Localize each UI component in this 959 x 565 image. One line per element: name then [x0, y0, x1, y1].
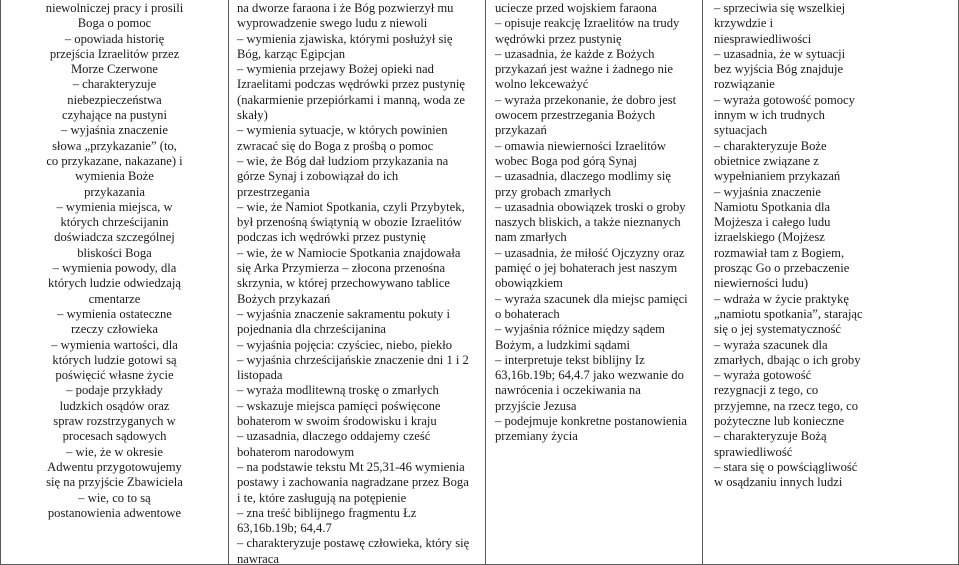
- text-line: był przenośną świątynią w obozie Izraelitów: [237, 215, 462, 230]
- text-line: – wie, że w Namiocie Spotkania znajdowała: [237, 245, 461, 260]
- text-line: wobec Boga pod górą Synaj: [495, 153, 637, 168]
- text-line: przy grobach zmarłych: [495, 184, 612, 199]
- text-line: – wie, że Namiot Spotkania, czyli Przybytek,: [237, 199, 465, 214]
- text-line: – stara się o powściągliwość: [714, 459, 858, 474]
- text-line: cmentarze: [88, 291, 141, 306]
- text-line: wypełnianiem przykazań: [714, 169, 841, 184]
- text-line: innym w ich trudnych: [714, 108, 825, 123]
- text-line: przejścia Izraelitów przez: [49, 46, 180, 61]
- text-line: – sprzeciwia się wszelkiej: [714, 1, 846, 15]
- text-line: bez wyjścia Bóg znajduje: [714, 62, 844, 77]
- text-line: – wymienia miejsca, w: [56, 199, 173, 214]
- text-line: – opowiada historię: [64, 31, 165, 46]
- text-line: – wymienia sytuacje, w których powinien: [237, 123, 448, 138]
- text-line: uciecze przed wojskiem faraona: [495, 1, 657, 15]
- table-border-left: [0, 0, 1, 565]
- text-line: niewolniczej pracy i prosili: [45, 1, 184, 15]
- text-line: izraelskiego (Mojżesz: [714, 230, 825, 245]
- text-line: rezygnacji z tego, co: [714, 383, 819, 398]
- text-line: – na podstawie tekstu Mt 25,31-46 wymienia: [237, 459, 465, 474]
- text-line: postawy i zachowania nagradzane przez Boga: [237, 475, 469, 490]
- text-line: doświadcza szczególnej: [54, 230, 175, 245]
- text-line: Izraelitami podczas wędrówki przez pustynię: [237, 77, 465, 92]
- text-line: – wyraża szacunek dla miejsc pamięci: [495, 291, 688, 306]
- text-line: – uzasadnia, że w sytuacji: [714, 46, 846, 61]
- text-line: – wdraża w życie praktykę: [714, 291, 849, 306]
- column-divider-1: [228, 0, 229, 565]
- text-line: Namiotu Spotkania dla: [714, 199, 831, 214]
- text-line: się o jej systematyczność: [714, 322, 841, 337]
- text-line: przyjście Jezusa: [495, 398, 577, 413]
- text-line: (nakarmienie przepiórkami i manną, woda ze: [237, 92, 465, 107]
- text-line: przemiany życia: [495, 429, 578, 444]
- text-line: przestrzegania: [237, 184, 310, 199]
- text-line: których ludzie odwiedzają: [48, 276, 181, 291]
- text-line: sprawiedliwość: [714, 444, 793, 459]
- text-line: bohaterom narodowym: [237, 444, 355, 459]
- text-line: naszych bliskich, a także nieznanych: [495, 215, 681, 230]
- text-line: – charakteryzuje Boże: [714, 138, 827, 153]
- text-line: – uzasadnia, dlaczego modlimy się: [495, 169, 671, 184]
- text-line: rozmawiał tam z Bogiem,: [714, 245, 845, 260]
- text-line: wymienia Boże: [75, 169, 154, 184]
- column-4-text: [714, 1, 956, 491]
- text-line: – wymienia powody, dla: [52, 261, 177, 276]
- text-line: Boga o pomoc: [77, 16, 152, 31]
- text-line: – podejmuje konkretne postanowienia: [495, 414, 688, 429]
- column-3: [486, 0, 702, 565]
- text-line: – wymienia wartości, dla: [51, 337, 178, 352]
- text-line: prosząc Go o przebaczenie: [714, 261, 850, 276]
- text-line: zwracać się do Boga z prośbą o pomoc: [237, 138, 434, 153]
- text-line: – wyjaśnia znaczenie: [714, 184, 821, 199]
- text-line: – interpretuje tekst biblijny Iz: [495, 352, 645, 367]
- text-line: o bohaterach: [495, 306, 560, 321]
- text-line: – uzasadnia, że miłość Ojczyzny oraz: [495, 245, 685, 260]
- text-line: rzeczy człowieka: [70, 322, 159, 337]
- text-line: – wskazuje miejsca pamięci poświęcone: [237, 398, 441, 413]
- text-line: – omawia niewierności Izraelitów: [495, 138, 666, 153]
- text-line: – wyjaśnia chrześcijańskie znaczenie dni 1 i 2: [237, 352, 469, 367]
- column-2: [229, 0, 486, 565]
- text-line: poświęcić własne życie: [55, 368, 174, 383]
- text-line: słowa „przykazanie” (to,: [52, 138, 177, 153]
- text-line: rozwiązanie: [714, 77, 775, 92]
- text-line: – uzasadnia, że każde z Bożych: [495, 46, 655, 61]
- column-divider-2: [485, 0, 486, 565]
- text-line: przyjemne, na rzecz tego, co: [714, 398, 859, 413]
- text-line: niewierności ludu): [714, 276, 809, 291]
- text-line: co przykazane, nakazane) i: [46, 153, 183, 168]
- text-line: Bożych przykazań: [237, 291, 331, 306]
- text-line: – charakteryzuje: [72, 77, 157, 92]
- text-line: nawraca: [237, 551, 279, 565]
- text-line: – wyraża przekonanie, że dobro jest: [495, 92, 677, 107]
- text-line: „namiotu spotkania”, starając: [714, 306, 863, 321]
- text-line: – wie, że Bóg dał ludziom przykazania na: [237, 153, 449, 168]
- text-line: górze Synaj i zobowiązał do ich: [237, 169, 399, 184]
- column-2-text: [237, 1, 483, 565]
- column-1: [0, 0, 229, 565]
- column-1-text: [0, 1, 229, 521]
- text-line: podczas ich wędrówki przez pustynię: [237, 230, 426, 245]
- text-line: pamięć o jej bohaterach jest naszym: [495, 261, 678, 276]
- text-line: niesprawiedliwości: [714, 31, 812, 46]
- text-line: przykazania: [84, 184, 145, 199]
- text-line: zmarłych, dbając o ich groby: [714, 352, 861, 367]
- text-line: krzywdzie i: [714, 16, 774, 31]
- text-line: – wyraża gotowość pomocy: [714, 92, 855, 107]
- text-line: czyhające na pustyni: [62, 108, 167, 123]
- text-line: niebezpieczeństwa: [67, 92, 162, 107]
- column-4: [702, 0, 959, 565]
- text-line: – wyjaśnia znaczenie: [61, 123, 168, 138]
- text-line: nawrócenia i oczekiwania na: [495, 383, 641, 398]
- text-line: listopada: [237, 368, 283, 383]
- text-line: Mojżesza i całego ludu: [714, 215, 831, 230]
- text-line: Bożym, a ludzkimi sądami: [495, 337, 631, 352]
- text-line: przykazań: [495, 123, 547, 138]
- text-line: – wyjaśnia pojęcia: czyściec, niebo, piekło: [237, 337, 453, 352]
- text-line: pożyteczne lub konieczne: [714, 414, 845, 429]
- text-line: – wie, że w okresie: [66, 444, 163, 459]
- text-line: – wymienia zjawiska, którymi posłużył się: [237, 31, 453, 46]
- text-line: pojednania dla chrześcijanina: [237, 322, 386, 337]
- text-line: procesach sądowych: [62, 429, 167, 444]
- text-line: się na przyjście Zbawiciela: [46, 475, 183, 490]
- text-line: ludzkich osądów oraz: [59, 398, 170, 413]
- text-line: i te, które zasługują na potępienie: [237, 490, 407, 505]
- text-line: się Arka Przymierza – złocona przenośna: [237, 261, 446, 276]
- text-line: – zna treść biblijnego fragmentu Łz: [237, 505, 417, 520]
- text-line: – opisuje reakcję Izraelitów na trudy: [495, 16, 680, 31]
- text-line: – wyraża modlitewną troskę o zmarłych: [237, 383, 439, 398]
- text-line: – wie, co to są: [78, 490, 151, 505]
- text-line: na dworze faraona i że Bóg pozwierzył mu: [237, 1, 454, 15]
- text-line: – wyraża szacunek dla: [714, 337, 828, 352]
- text-line: w osądzaniu innych ludzi: [714, 475, 843, 490]
- text-line: – podaje przykłady: [66, 383, 163, 398]
- text-line: – uzasadnia obowiązek troski o groby: [495, 199, 686, 214]
- text-line: Morze Czerwone: [70, 62, 159, 77]
- text-line: – wyraża gotowość: [714, 368, 812, 383]
- text-line: – wymienia przejawy Bożej opieki nad: [237, 62, 434, 77]
- text-line: – charakteryzuje Bożą: [714, 429, 827, 444]
- text-line: postanowienia adwentowe: [47, 505, 182, 520]
- text-line: bohaterom w swoim środowisku i kraju: [237, 414, 437, 429]
- text-line: których chrześcijanin: [60, 215, 169, 230]
- text-line: – wyjaśnia znaczenie sakramentu pokuty i: [237, 306, 450, 321]
- text-line: – wymienia ostateczne: [57, 306, 172, 321]
- column-divider-3: [702, 0, 703, 565]
- text-line: obowiązkiem: [495, 276, 563, 291]
- column-3-text: [495, 1, 700, 445]
- text-line: 63,16b.19b; 64,4.7: [237, 521, 332, 536]
- text-line: wędrówki przez pustynię: [495, 31, 622, 46]
- text-line: Bóg, karząc Egipcjan: [237, 46, 346, 61]
- text-line: bliskości Boga: [77, 245, 152, 260]
- text-line: sytuacjach: [714, 123, 768, 138]
- text-line: spraw rozstrzyganych w: [53, 414, 176, 429]
- text-line: owocem przestrzegania Bożych: [495, 108, 656, 123]
- text-line: przykazań jest ważne i żadnego nie: [495, 62, 673, 77]
- text-line: skrzynia, w której przechowywano tablice: [237, 276, 450, 291]
- text-line: 63,16b.19b; 64,4.7 jako wezwanie do: [495, 368, 684, 383]
- text-line: – uzasadnia, dlaczego oddajemy cześć: [237, 429, 431, 444]
- text-line: których ludzie gotowi są: [52, 352, 177, 367]
- text-line: – charakteryzuje postawę człowieka, który się: [237, 536, 470, 551]
- text-line: wyprowadzenie swego ludu z niewoli: [237, 16, 428, 31]
- text-line: – wyjaśnia różnice między sądem: [495, 322, 665, 337]
- text-line: obietnice związane z: [714, 153, 819, 168]
- text-line: nam zmarłych: [495, 230, 567, 245]
- text-line: Adwentu przygotowujemy: [47, 459, 182, 474]
- text-line: wolno lekceważyć: [495, 77, 589, 92]
- text-line: skały): [237, 108, 268, 123]
